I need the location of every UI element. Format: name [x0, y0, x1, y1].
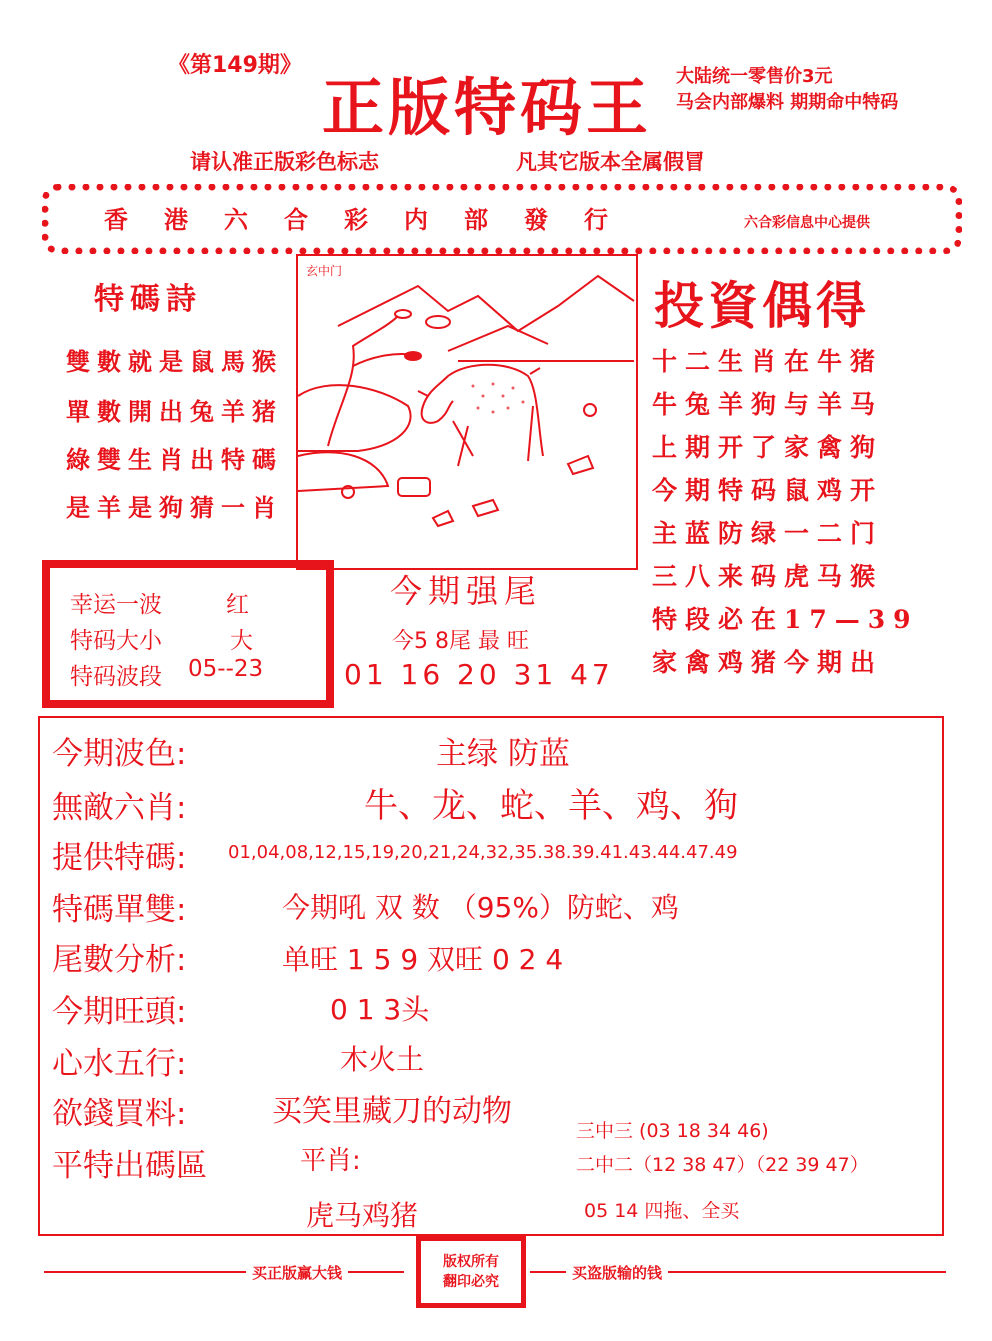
six-label: 無敵六肖:: [52, 790, 187, 826]
wuxing-label: 心水五行:: [52, 1046, 187, 1082]
invest-line: 今期特码鼠鸡开: [652, 476, 884, 505]
six-value: 牛、龙、蛇、羊、鸡、狗: [364, 786, 738, 826]
strong-tail-title: 今期强尾: [390, 572, 543, 610]
invest-line: 家禽鸡猪今期出: [652, 648, 884, 677]
lucky-wave-label: 幸运一波: [70, 592, 162, 618]
poem-line: 單數開出兔羊猪: [66, 397, 283, 426]
head-value: 0 1 3头: [330, 993, 430, 1026]
combo-three: 三中三 (03 18 34 46): [576, 1120, 769, 1142]
invest-title: 投資偶得: [654, 276, 870, 335]
provide-value: 01,04,08,12,15,19,20,21,24,32,35.38.39.41.43.44.47.49: [228, 842, 738, 863]
provide-label: 提供特碼:: [52, 840, 187, 876]
riddle-value: 买笑里藏刀的动物: [272, 1094, 512, 1129]
oddeven-label: 特碼單雙:: [52, 892, 187, 928]
poem-title: 特碼詩: [94, 282, 202, 317]
invest-line: 十二生肖在牛猪: [652, 347, 884, 376]
invest-line: 特段必在17—39: [652, 605, 919, 634]
combo-two: 二中二（12 38 47）（22 39 47）: [576, 1154, 869, 1176]
invest-line: 牛兔羊狗与羊马: [652, 390, 884, 419]
strong-tail-numbers: 01 16 20 31 47: [344, 658, 614, 691]
footer-right-text: 买盗版输的钱: [566, 1262, 668, 1283]
invest-line: 上期开了家禽狗: [652, 433, 884, 462]
tail-label: 尾數分析:: [52, 942, 187, 978]
lucky-wave-value: 红: [226, 592, 249, 618]
poem-line: 雙數就是鼠馬猴: [66, 347, 283, 376]
copyright-line2: 翻印必究: [443, 1274, 499, 1290]
notice-right: 凡其它版本全属假冒: [516, 150, 705, 174]
issue-number: 《第149期》: [168, 53, 302, 78]
tail-value: 单旺 1 5 9 双旺 0 2 4: [282, 943, 564, 976]
lucky-size-label: 特码大小: [70, 628, 162, 654]
poem-line: 是羊是狗猜一肖: [66, 493, 283, 522]
newspaper-title: 正版特码王: [322, 71, 653, 144]
wuxing-value: 木火土: [340, 1043, 425, 1076]
flat-label: 平特出碼區: [52, 1148, 207, 1184]
color-label: 今期波色:: [52, 736, 187, 772]
publisher-text: 香港六合彩内部發行: [104, 205, 644, 234]
footer-left-text: 买正版赢大钱: [246, 1262, 348, 1283]
copyright-box: [416, 1236, 526, 1308]
notice-left: 请认准正版彩色标志: [190, 150, 379, 174]
illustration-panel: [296, 254, 638, 570]
price-text: 大陆统一零售价3元: [676, 66, 833, 87]
color-value: 主绿 防蓝: [436, 736, 570, 772]
goat-landscape-illustration: [298, 256, 636, 568]
lucky-range-label: 特码波段: [70, 664, 162, 690]
invest-line: 三八来码虎马猴: [652, 562, 884, 591]
head-label: 今期旺頭:: [52, 994, 187, 1030]
copyright-line1: 版权所有: [443, 1254, 499, 1270]
invest-line: 主蓝防绿一二门: [652, 519, 884, 548]
footer-line-left: [44, 1271, 404, 1273]
riddle-label: 欲錢買料:: [52, 1096, 187, 1132]
poem-line: 綠雙生肖出特碼: [66, 445, 283, 474]
combo-drag: 05 14 四拖、全买: [584, 1200, 740, 1222]
lucky-range-value: 05--23: [188, 656, 264, 682]
lucky-size-value: 大: [230, 628, 253, 654]
oddeven-value: 今期吼 双 数 （95%）防蛇、鸡: [282, 891, 679, 924]
slogan-text: 马会内部爆料 期期命中特码: [676, 92, 899, 113]
flat-animals: 虎马鸡猪: [306, 1199, 419, 1232]
publisher-source: 六合彩信息中心提供: [744, 215, 870, 231]
strong-tail-text: 今5 8尾 最 旺: [392, 629, 529, 654]
flat-sub-label: 平肖:: [300, 1146, 361, 1176]
illustration-stamp: 玄中门: [306, 264, 343, 278]
